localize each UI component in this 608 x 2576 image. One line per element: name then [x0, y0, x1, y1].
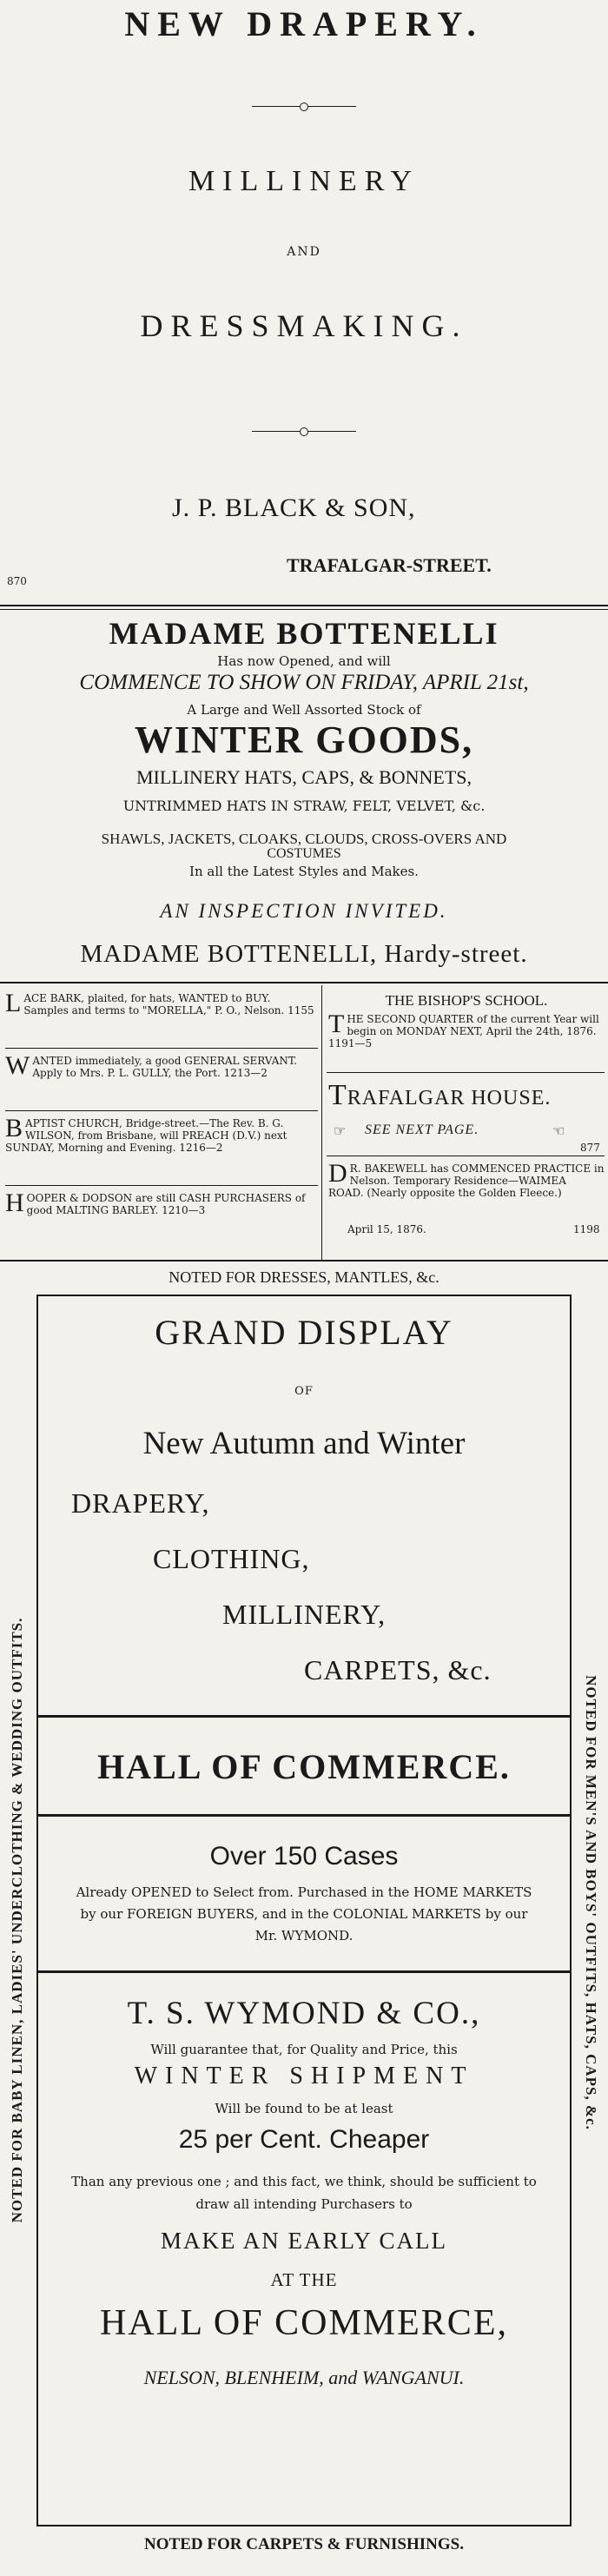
bishops-school-title: THE BISHOP'S SCHOOL.: [385, 992, 548, 1009]
ornamental-rule: [252, 101, 356, 111]
item-clothing: CLOTHING,: [153, 1543, 310, 1574]
street-name: TRAFALGAR-STREET.: [287, 554, 492, 576]
autumn-winter: New Autumn and Winter: [142, 1426, 466, 1461]
small-ad-text: ACE BARK, plaited, for hats, WANTED to BUY. Samples and terms to "MORELLA," P. O., Nelson. 1155: [23, 992, 314, 1016]
ad2-line1: Has now Opened, and will: [217, 653, 391, 669]
drop-cap: L: [5, 989, 22, 1017]
column-divider: [321, 985, 322, 1260]
ornamental-rule: [252, 426, 356, 436]
trafalgar-house-title: [328, 1079, 551, 1112]
small-ad-wanted: [5, 1051, 318, 1080]
over-150-cases: Over 150 Cases: [209, 1842, 399, 1871]
guarantee-text: Will guarantee that, for Quality and Price, this: [150, 2042, 458, 2057]
divider: [36, 1715, 572, 1718]
divider: [5, 1185, 318, 1186]
house-title-text: RAFALGAR HOUSE.: [347, 1087, 552, 1109]
house-ref: 877: [580, 1142, 600, 1154]
hall-of-commerce-footer: HALL OF COMMERCE,: [100, 2303, 508, 2343]
small-ad-lace-bark: [5, 989, 318, 1017]
inspection-invited: AN INSPECTION INVITED.: [160, 900, 448, 922]
dr-ref: 1198: [573, 1223, 600, 1235]
firm-name: J. P. BLACK & SON,: [172, 493, 416, 522]
bishops-school-text: [328, 1010, 605, 1050]
divider: [36, 1970, 572, 1973]
pointing-hand-icon: ☞: [334, 1122, 347, 1139]
at-the: AT THE: [270, 2269, 338, 2290]
of-label: OF: [294, 1385, 314, 1398]
ad2-line6: SHAWLS, JACKETS, CLOAKS, CLOUDS, CROSS-OVERS AND: [101, 831, 507, 847]
than-text: Than any previous one ; and this fact, we think, should be sufficient to draw all intending Purchasers to: [71, 2174, 537, 2212]
item-millinery: MILLINERY,: [222, 1599, 387, 1630]
make-early-call: MAKE AN EARLY CALL: [160, 2228, 448, 2254]
madame-name: MADAME BOTTENELLI: [109, 616, 499, 651]
divider: [5, 1048, 318, 1049]
item-drapery: DRAPERY,: [71, 1487, 210, 1519]
divider: [327, 1072, 605, 1073]
ad-ref: 870: [7, 575, 27, 587]
left-band-text: NOTED FOR BABY LINEN, LADIES' UNDERCLOTHING & WEDDING OUTFITS.: [9, 1617, 25, 2223]
dressmaking-heading: DRESSMAKING.: [140, 308, 468, 343]
towns: NELSON, BLENHEIM, and WANGANUI.: [143, 2367, 465, 2388]
small-ad-text: ANTED immediately, a good GENERAL SERVANT. Apply to Mrs. P. L. GULLY, the Port. 1213—2: [32, 1055, 297, 1079]
drop-cap: D: [328, 1159, 347, 1188]
divider: [5, 1110, 318, 1111]
dr-bakewell-text: [328, 1159, 605, 1199]
grand-display: GRAND DISPLAY: [155, 1313, 453, 1352]
divider: [0, 982, 608, 983]
top-band-text: NOTED FOR DRESSES, MANTLES, &c.: [169, 1268, 439, 1286]
drop-cap: H: [5, 1189, 24, 1217]
small-ad-text: HE SECOND QUARTER of the current Year will begin on MONDAY NEXT, April the 24th, 1876. 1191—5: [328, 1013, 599, 1050]
cases-text: Already OPENED to Select from. Purchased in the HOME MARKETS by our FOREIGN BUYERS, and in the COLONIAL MARKETS by our Mr. WYMOND.: [76, 1884, 532, 1944]
small-ad-text: R. BAKEWELL has COMMENCED PRACTICE in Nelson. Temporary Residence—WAIMEA ROAD. (Nearly opposite the Golden Fleece.): [328, 1162, 605, 1199]
winter-goods: WINTER GOODS,: [134, 718, 474, 761]
cheaper-text: 25 per Cent. Cheaper: [178, 2125, 430, 2154]
pointing-hand-icon: ☜: [552, 1122, 565, 1139]
drop-cap: W: [5, 1051, 30, 1080]
drop-cap: T: [328, 1079, 347, 1111]
item-carpets: CARPETS, &c.: [304, 1654, 492, 1685]
small-ad-text: OOPER & DODSON are still CASH PURCHASERS of good MALTING BARLEY. 1210—3: [26, 1192, 306, 1216]
ad2-line3: A Large and Well Assorted Stock of: [187, 702, 421, 718]
dr-date: April 15, 1876.: [347, 1223, 426, 1235]
divider: [0, 605, 608, 606]
ad2-line2: COMMENCE TO SHOW ON FRIDAY, APRIL 21st,: [79, 671, 529, 694]
ad2-line5: UNTRIMMED HATS IN STRAW, FELT, VELVET, &c.: [122, 798, 486, 814]
hall-of-commerce-heading: HALL OF COMMERCE.: [97, 1747, 511, 1786]
and-label: AND: [287, 245, 321, 259]
drop-cap: T: [328, 1010, 345, 1038]
divider: [36, 1814, 572, 1817]
winter-shipment: WINTER SHIPMENT: [134, 2063, 474, 2089]
ad2-line7: COSTUMES: [267, 846, 341, 861]
ad2-line8: In all the Latest Styles and Makes.: [189, 864, 419, 879]
small-ad-baptist: [5, 1114, 318, 1154]
millinery-heading: MILLINERY: [188, 165, 420, 197]
bottom-band-text: NOTED FOR CARPETS & FURNISHINGS.: [144, 2535, 464, 2553]
divider: [0, 609, 608, 610]
ad2-line4: MILLINERY HATS, CAPS, & BONNETS,: [135, 766, 473, 788]
right-band-text: NOTED FOR MEN'S AND BOYS' OUTFITS, HATS, CAPS, &c.: [583, 1675, 599, 2130]
madame-signature: MADAME BOTTENELLI, Hardy-street.: [80, 940, 528, 968]
see-next-page: SEE NEXT PAGE.: [365, 1122, 479, 1137]
drop-cap: B: [5, 1114, 23, 1142]
divider: [0, 1260, 608, 1262]
small-ad-hooper: [5, 1189, 318, 1217]
wymond-firm: T. S. WYMOND & CO.,: [127, 1996, 481, 2031]
found-text: Will be found to be at least: [215, 2101, 393, 2116]
small-ad-text: APTIST CHURCH, Bridge-street.—The Rev. B. G. WILSON, from Brisbane, will PREACH (D.V.) next SUNDAY, Morning and Evening. 1216—2: [5, 1117, 287, 1154]
headline-new-drapery: NEW DRAPERY.: [124, 4, 484, 43]
